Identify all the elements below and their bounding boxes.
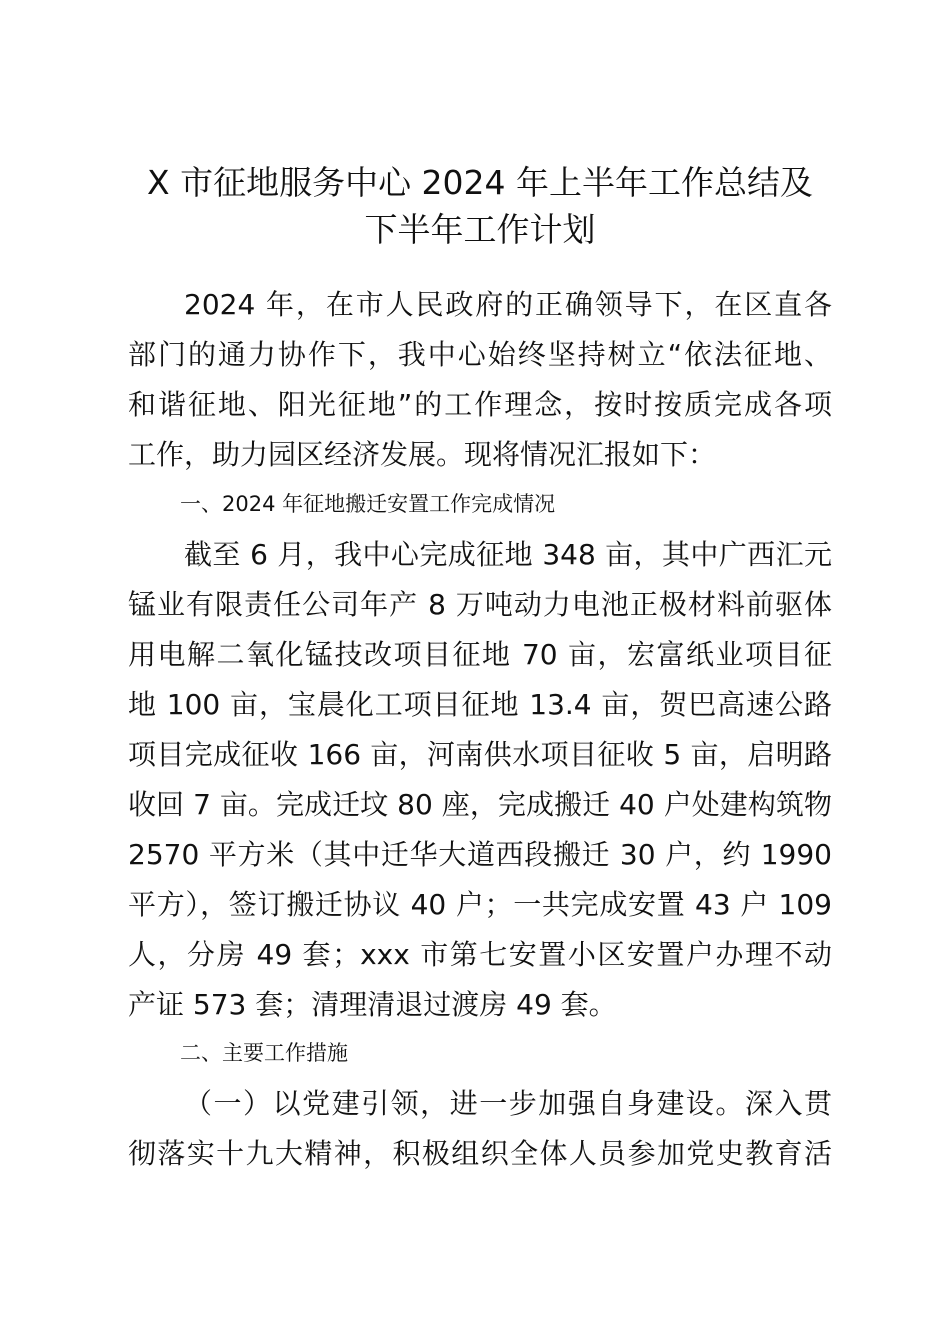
section1-line: 2570 平方米（其中迁华大道西段搬迁 30 户，约 1990 bbox=[128, 838, 832, 871]
section-heading-1: 一、2024 年征地搬迁安置工作完成情况 bbox=[180, 492, 556, 516]
section1-line: 锰业有限责任公司年产 8 万吨动力电池正极材料前驱体 bbox=[128, 588, 832, 621]
section1-line: 收回 7 亩。完成迁坟 80 座，完成搬迁 40 户处建构筑物 bbox=[128, 788, 832, 821]
intro-line: 工作，助力园区经济发展。现将情况汇报如下： bbox=[128, 438, 717, 471]
section1-line: 截至 6 月，我中心完成征地 348 亩，其中广西汇元 bbox=[184, 538, 832, 571]
intro-line: 2024 年，在市人民政府的正确领导下，在区直各 bbox=[184, 288, 832, 321]
section1-line: 人，分房 49 套；xxx 市第七安置小区安置户办理不动 bbox=[128, 938, 832, 971]
document-title-line-2: 下半年工作计划 bbox=[364, 210, 596, 249]
section1-line: 项目完成征收 166 亩，河南供水项目征收 5 亩，启明路 bbox=[128, 738, 832, 771]
section2-line: 彻落实十九大精神，积极组织全体人员参加党史教育活 bbox=[128, 1137, 832, 1170]
document-title-line-1: X 市征地服务中心 2024 年上半年工作总结及 bbox=[146, 163, 814, 202]
section2-line: （一）以党建引领，进一步加强自身建设。深入贯 bbox=[184, 1087, 832, 1120]
section1-line: 产证 573 套；清理清退过渡房 49 套。 bbox=[128, 988, 617, 1021]
section1-line: 地 100 亩，宝晨化工项目征地 13.4 亩，贺巴高速公路 bbox=[128, 688, 832, 721]
section1-line: 平方），签订搬迁协议 40 户；一共完成安置 43 户 109 bbox=[128, 888, 832, 921]
section-heading-2: 二、主要工作措施 bbox=[180, 1041, 348, 1065]
section1-line: 用电解二氧化锰技改项目征地 70 亩，宏富纸业项目征 bbox=[128, 638, 832, 671]
intro-line: 和谐征地、阳光征地”的工作理念，按时按质完成各项 bbox=[128, 388, 832, 421]
intro-line: 部门的通力协作下，我中心始终坚持树立“依法征地、 bbox=[128, 338, 832, 371]
